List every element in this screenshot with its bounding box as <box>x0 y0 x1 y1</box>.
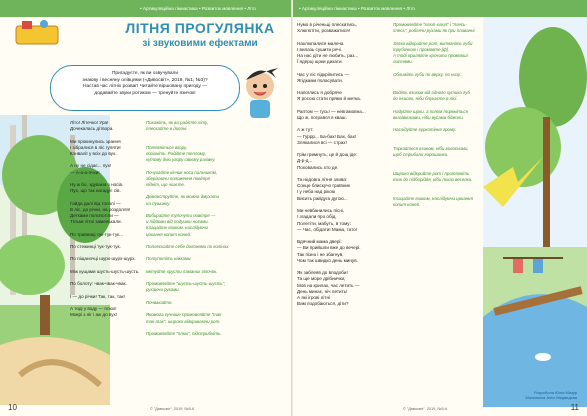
footer-left: © "Дивосвіт", 2019, №5-6 <box>150 407 195 411</box>
kid-illustration <box>232 62 288 122</box>
right-topbar-text: • Артикуляційна гімнастика • Розвиток мовлення • Літо <box>299 6 415 11</box>
footer-right: © "Дивосвіт", 2019, №5-6 <box>403 407 448 411</box>
poem-column-left: Літо! Літечко! Ура! Дочекалась дітвора. Ми прокинулись зрання І зібралися в ліс гуляти! Конвалії у всіх до вух. А ну не сідає... пух! — А-а-а-пчхи! Ну ж бо, здуваєм з носів. Пух, що так нагадує сів. Гайда далі від тополі — В ліс, до річки, на роздолля! Детками полопотіли — Тільки літні замелькали. По травниці тук-тук-тук... По стежинці тук-тук-тук. По піщаночці шурх-шурх-шурх. Між кущами шусть-шусть-шусть. По болоту: чвак-чвак-чвак. І — до річки! Так, так, так! А тоді у воду — плюх! Мокрі з ніг і аж до вух! <box>70 120 140 318</box>
intro-box <box>50 65 240 111</box>
right-topbar <box>293 0 587 17</box>
page-number-right: 11 <box>570 403 579 412</box>
river-illustration <box>483 17 587 407</box>
magazine-logo <box>14 18 60 50</box>
article-subtitle: зі звуковими ефектами <box>142 38 258 49</box>
instructions-column-right: Промовляйте "хлюп-хлюп" і "плесь- плесь", роблячи рухами як при плаванні. Зляхо відкрийте рот, витягніть губи трубочкою і промовте [ф]. А тоді прилягте крочити промокші листями. Оближіть губи по верху, по низу. Водіть язиком від одного кутика губ до іншого, ніби блукаєте в лісі. Надуйте щоки, а потім торкніться вказівниками, ніби вусами бджоли. Наслідуйте гуркотіння грому. Торкайтеся язиком, ніби голосними, щоб стрибали горошинки. Широко відкрийте рот і протягніть язик до підборіддя, ніби показ веселки. Клацайте язиком, наслідуючи цокання копит коней. <box>393 22 476 207</box>
article-title: ЛІТНЯ ПРОГУЛЯНКА <box>125 20 275 36</box>
left-page <box>0 0 292 416</box>
poem-column-right: Нумо в річеньці плескатись, Хлюпотіти, розважатися! Нахлюпалися малеча І вилазь сушити речі. На нас діти не любить, раз... Ї ядерці щоки дихати. Час у ліс підкріпитись — Ягідками поласувати. Напоїлись я добряче Я росою стати прямо й метка. Раптом — гусь! — невгамовна... Що ж, погрався я кваш. А ж тут: — Гуррр... Ба-бах! Бах, бах! Злякалися всі — страх! Грім гримнуть, це й дощ іде: Д-р-д... Поховались хто де. Та недовга літня злива: Сонце блискучо граївник І у неба над рікою Висить райдуга дугою... Ми невбанились пісні, І згадали про обід. Полетіти, мабуть, в тому: — Час, обідати! Мама, тато! Вдячний мама двері: — Ви прийшли вже до вечері. Так пізно і не збагнув, Чом так швидко день минув. Як заблеяв до вподоби! Та ще море дрібнички, Мов на крилах, час летить — День минає, ніч летить! А які ігрові літні Вам подобаються, діти? <box>297 22 366 307</box>
left-topbar <box>0 0 292 17</box>
right-page <box>293 0 587 416</box>
instructions-column-left: Покажіть, як ви радієте літу, плескайте в долоні. Потягніться вгору, позіхніть. Радійте теплому, кутому дню угору своєму рахівку. Почухайте кінчик носа пальчиком, зберігаючи положення повітря підніт, що чхаєте. Демонструйте, як можна дмухати на пушинку. Вибирайте тупочути повітря — и підйоми від подушки ногами. Клацайте язиком, наслідуючи цокання копит коней. Поплескайте себе долонями по колінах. Потупотіть ніжками. Імітуйте хрусти ламаних гілочок. Промовляйте "шусть-шусть-шусть", рухаючи руками. Почвакайте. Якомога гучніше промовляйте "так- так-так", широко відкриваючи рот. Промовляйте "плюх", підстрибніть. <box>146 120 230 336</box>
intro-text: Пригадуєте, як ви озвучували знаюву і весняну олівцями («Дивосвіт», 2019, №1, №3)? Настав час літніх розваг! Читайте віршовану пригоду — додавайте звуки ротиком — тренуйте язичок! <box>82 71 208 96</box>
illustration-credit: Розробила Юлія Мазур Малювала Алісі Медведєва <box>525 390 577 400</box>
page-number-left: 10 <box>8 403 17 412</box>
left-topbar-text: • Артикуляційна гімнастика • Розвиток мовлення • Літо <box>140 6 256 11</box>
